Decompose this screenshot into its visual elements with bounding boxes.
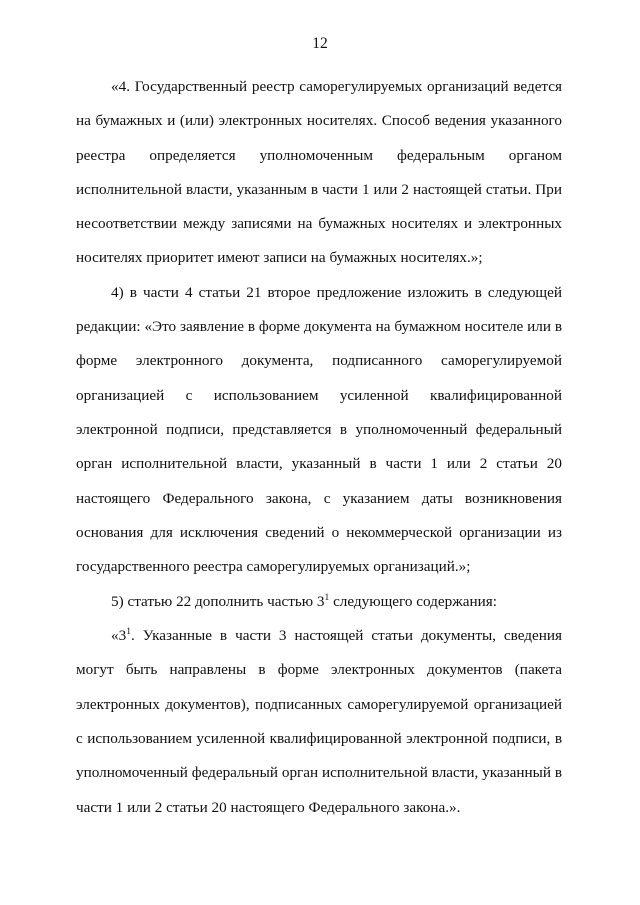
text-line: форме электронного документа, подписанного саморегулируемой [76, 352, 562, 369]
text-line: 5) статью 22 дополнить частью $3^1$ следующего содержания: [111, 593, 497, 610]
text-line: основания для исключения сведений о некоммерческой организации из [76, 524, 562, 541]
text-line: носителях приоритет имеют записи на бумажных носителях.»; [76, 249, 483, 266]
text-line: орган исполнительной власти, указанный в части 1 или 2 статьи 20 [76, 455, 562, 472]
text-line: настоящего Федерального закона, с указанием даты возникновения [76, 490, 562, 507]
text-line: части 1 или 2 статьи 20 настоящего Федерального закона.». [76, 799, 461, 816]
text-line: редакции: «Это заявление в форме документа на бумажном носителе или в [76, 318, 562, 335]
text-line: уполномоченный федеральный орган исполнительной власти, указанный в [76, 764, 562, 781]
text-line: реестра определяется уполномоченным федеральным органом [76, 147, 562, 164]
text-line: 4) в части 4 статьи 21 второе предложение изложить в следующей [111, 284, 562, 301]
text-line: на бумажных и (или) электронных носителях. Способ ведения указанного [76, 112, 562, 129]
text-line: «4. Государственный реестр саморегулируемых организаций ведется [111, 78, 562, 95]
text-line: «$3^1$. Указанные в части 3 настоящей статьи документы, сведения [111, 627, 562, 644]
text-line: организацией с использованием усиленной квалифицированной [76, 387, 562, 404]
text-line: с использованием усиленной квалифицированной электронной подписи, в [76, 730, 562, 747]
text-line: государственного реестра саморегулируемых организаций.»; [76, 558, 471, 575]
text-line: электронной подписи, представляется в уполномоченный федеральный [76, 421, 562, 438]
text-line: могут быть направлены в форме электронных документов (пакета [76, 661, 562, 678]
page-number: 12 [312, 35, 328, 52]
text-line: исполнительной власти, указанным в части 1 или 2 настоящей статьи. При [76, 181, 562, 198]
text-line: электронных документов), подписанных саморегулируемой организацией [76, 696, 562, 713]
text-line: несоответствии между записями на бумажных носителях и электронных [76, 215, 562, 232]
